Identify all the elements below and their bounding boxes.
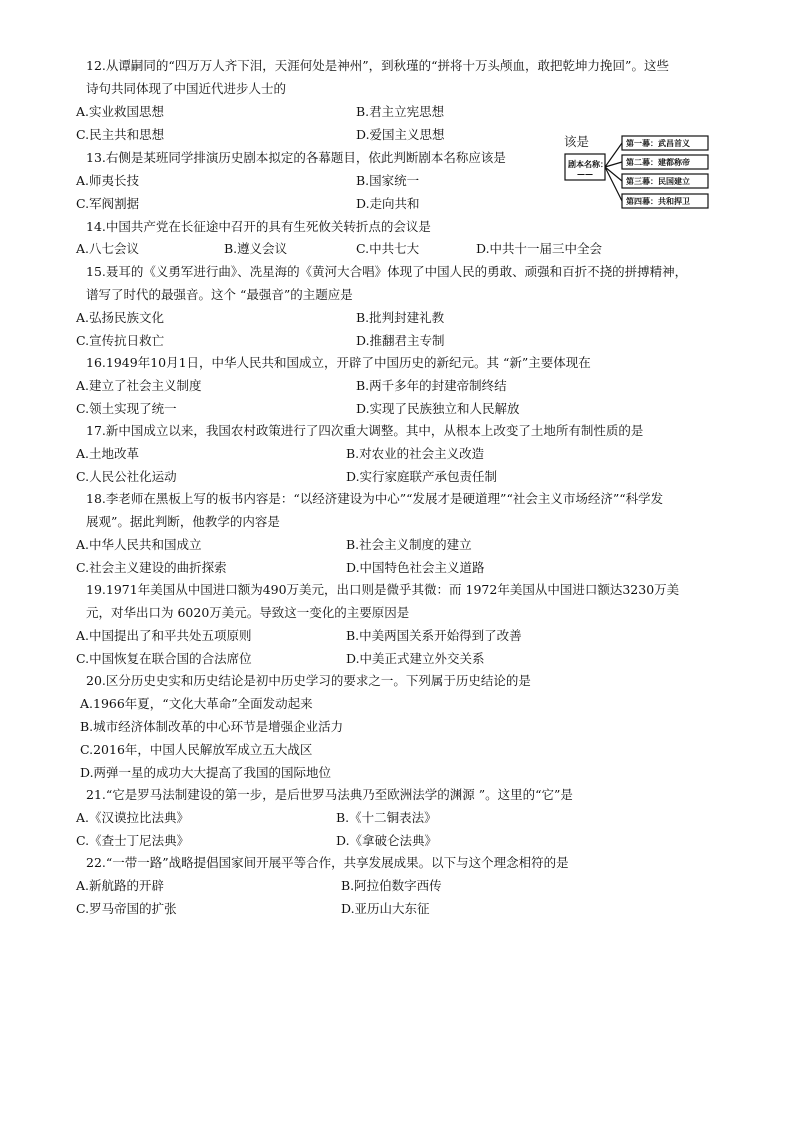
q13-stem: 13.右侧是某班同学排演历史剧本拟定的各幕题目，依此判断剧本名称应该是 (86, 150, 506, 165)
q18-option-d: D.中国特色社会主义道路 (346, 560, 485, 575)
diagram-act-1: 第一幕：武昌首义 (626, 138, 690, 148)
q13-option-b: B.国家统一 (356, 173, 420, 188)
diagram-clipped-text: 该是 (564, 134, 590, 149)
q14-option-d: D.中共十一届三中全会 (476, 241, 603, 256)
q12-option-a: A.实业救国思想 (76, 104, 165, 119)
diagram-act-2: 第二幕：建都称帝 (626, 157, 690, 167)
q15-stem-line1: 15.聂耳的《义勇军进行曲》、冼星海的《黄河大合唱》体现了中国人民的勇敢、顽强和百折不挠的拼搏精神， (86, 264, 688, 279)
q16-stem: 16.1949年10月1日，中华人民共和国成立，开辟了中国历史的新纪元。其 “新”主要体现在 (86, 355, 591, 370)
q18-option-b: B.社会主义制度的建立 (346, 537, 472, 552)
q16-option-c: C.领土实现了统一 (76, 401, 177, 416)
q13-option-d: D.走向共和 (356, 196, 420, 211)
q16-option-b: B.两千多年的封建帝制终结 (356, 378, 507, 393)
q22-option-c: C.罗马帝国的扩张 (76, 901, 177, 916)
q14-option-b: B.遵义会议 (224, 241, 288, 256)
q22-option-d: D.亚历山大东征 (341, 901, 430, 916)
q22-option-b: B.阿拉伯数字西传 (341, 878, 442, 893)
q21-option-d: D.《拿破仑法典》 (336, 833, 438, 848)
q14-stem: 14.中国共产党在长征途中召开的具有生死攸关转折点的会议是 (86, 219, 431, 234)
q15-option-c: C.宣传抗日救亡 (76, 333, 165, 348)
q20-stem: 20.区分历史史实和历史结论是初中历史学习的要求之一。下列属于历史结论的是 (86, 673, 531, 688)
q20-option-c: C.2016年，中国人民解放军成立五大战区 (80, 742, 313, 757)
q18-option-a: A.中华人民共和国成立 (76, 537, 202, 552)
q12-stem-line2: 诗句共同体现了中国近代进步人士的 (86, 81, 287, 96)
q21-option-c: C.《查士丁尼法典》 (76, 833, 190, 848)
q21-option-a: A.《汉谟拉比法典》 (76, 810, 190, 825)
q21-stem: 21.“它是罗马法制建设的第一步，是后世罗马法典乃至欧洲法学的渊源 ”。这里的“它”是 (86, 787, 573, 802)
q15-option-b: B.批判封建礼教 (356, 310, 445, 325)
q19-option-d: D.中美正式建立外交关系 (346, 651, 485, 666)
q16-option-d: D.实现了民族独立和人民解放 (356, 401, 520, 416)
q22-stem: 22.“一带一路”战略提倡国家间开展平等合作，共享发展成果。以下与这个理念相符的是 (86, 855, 569, 870)
diagram-act-3: 第三幕：民国建立 (626, 176, 690, 186)
q16-option-a: A.建立了社会主义制度 (76, 378, 202, 393)
q17-option-a: A.土地改革 (76, 446, 140, 461)
q19-stem-line1: 19.1971年美国从中国进口额为490万美元，出口则是微乎其微：而 1972年美国从中国进口额达3230万美 (86, 582, 680, 597)
q19-option-c: C.中国恢复在联合国的合法席位 (76, 651, 252, 666)
diagram-root-blank: —— (577, 169, 593, 179)
q13-option-c: C.军阀割据 (76, 196, 140, 211)
q17-stem: 17.新中国成立以来，我国农村政策进行了四次重大调整。其中，从根本上改变了土地所有制性质的是 (86, 423, 644, 438)
q18-stem-line2: 展观”。据此判断，他教学的内容是 (86, 514, 280, 529)
q12-option-b: B.君主立宪思想 (356, 104, 445, 119)
q19-option-b: B.中美两国关系开始得到了改善 (346, 628, 522, 643)
q15-option-a: A.弘扬民族文化 (76, 310, 165, 325)
q20-option-b: B.城市经济体制改革的中心环节是增强企业活力 (80, 719, 344, 734)
script-title-diagram (560, 131, 720, 215)
q17-option-c: C.人民公社化运动 (76, 469, 177, 484)
q15-stem-line2: 谱写了时代的最强音。这个 “最强音”的主题应是 (86, 287, 353, 302)
q22-option-a: A.新航路的开辟 (76, 878, 165, 893)
q14-option-c: C.中共七大 (356, 241, 420, 256)
q17-option-d: D.实行家庭联产承包责任制 (346, 469, 498, 484)
diagram-act-4: 第四幕：共和捍卫 (626, 196, 690, 206)
q19-stem-line2: 元，对华出口为 6020万美元。导致这一变化的主要原因是 (86, 605, 410, 620)
q15-option-d: D.推翻君主专制 (356, 333, 445, 348)
q21-option-b: B.《十二铜表法》 (336, 810, 437, 825)
q17-option-b: B.对农业的社会主义改造 (346, 446, 485, 461)
q13-option-a: A.师夷长技 (76, 173, 140, 188)
q18-stem-line1: 18.李老师在黑板上写的板书内容是：“以经济建设为中心”“发展才是硬道理”“社会主义市场经济”“科学发 (86, 491, 664, 506)
q18-option-c: C.社会主义建设的曲折探索 (76, 560, 227, 575)
diagram-root-label: 剧本名称： (568, 159, 608, 169)
q20-option-a: A.1966年夏，“文化大革命”全面发动起来 (80, 696, 313, 711)
q12-option-c: C.民主共和思想 (76, 127, 165, 142)
q20-option-d: D.两弹一星的成功大大提高了我国的国际地位 (80, 765, 332, 780)
q14-option-a: A.八七会议 (76, 241, 140, 256)
q12-stem-line1: 12.从谭嗣同的“四万万人齐下泪，天涯何处是神州”，到秋瑾的“拼将十万头颅血，敢把乾坤力挽回”。这些 (86, 58, 669, 73)
q19-option-a: A.中国提出了和平共处五项原则 (76, 628, 252, 643)
q12-option-d: D.爱国主义思想 (356, 127, 445, 142)
